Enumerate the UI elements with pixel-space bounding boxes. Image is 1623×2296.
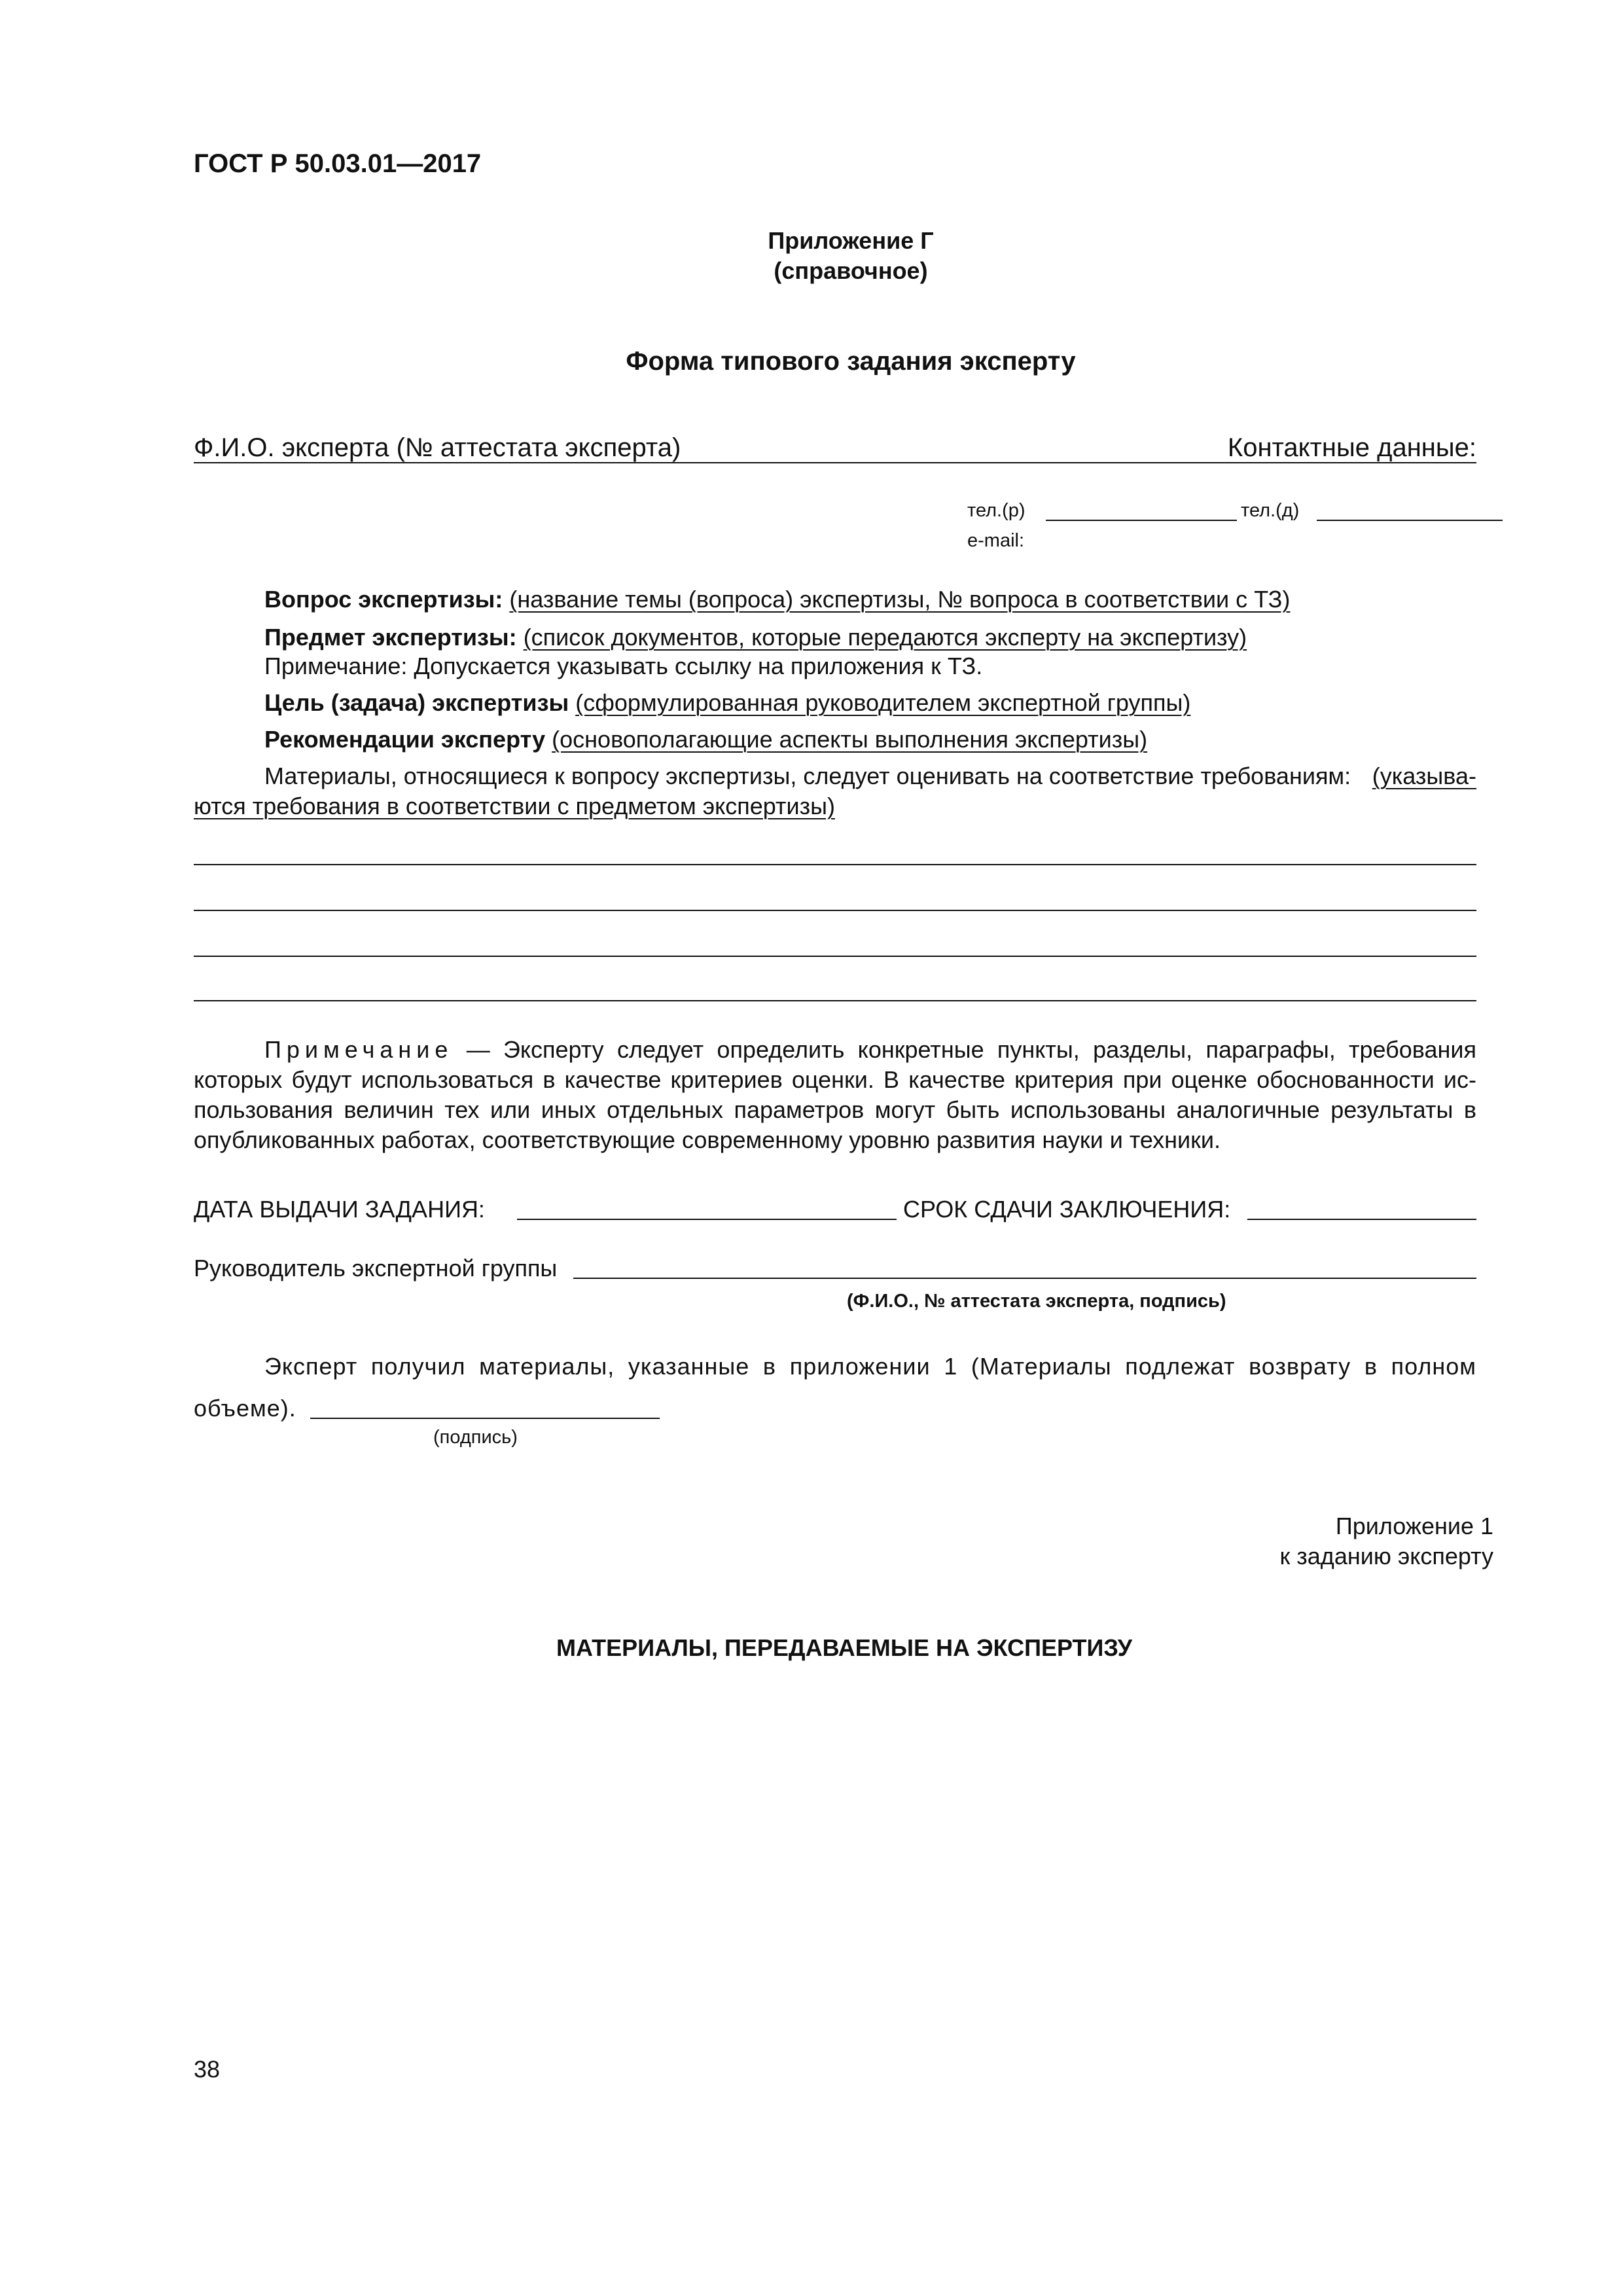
expert-line	[194, 432, 1476, 463]
receipt-caption: (подпись)	[433, 1427, 518, 1448]
question-value: (название темы (вопроса) экспертизы, № вопроса в соответствии с ТЗ)	[509, 586, 1291, 613]
note-line-1-text: Эксперту следует определить конкретные пункты, разделы, параграфы, требования	[503, 1036, 1476, 1063]
note-label: Примечание	[264, 1036, 454, 1063]
materials-value-1: (указыва-	[1372, 762, 1476, 789]
appendix-title: Приложение Г	[768, 227, 934, 254]
issue-date-field[interactable]	[517, 1219, 897, 1220]
materials-line-2	[194, 792, 1476, 821]
subject-field	[264, 623, 1247, 652]
goal-label: Цель (задача) экспертизы	[264, 689, 569, 716]
subject-label: Предмет экспертизы:	[264, 624, 517, 651]
form-title: Форма типового задания эксперту	[626, 347, 1076, 376]
attachment-subtitle: к заданию эксперту	[1279, 1543, 1493, 1570]
question-label: Вопрос экспертизы:	[264, 586, 503, 613]
blank-line-4[interactable]	[194, 1000, 1476, 1001]
materials-title: МАТЕРИАЛЫ, ПЕРЕДАВАЕМЫЕ НА ЭКСПЕРТИЗУ	[556, 1634, 1132, 1661]
expert-name-label: Ф.И.О. эксперта (№ аттестата эксперта)	[194, 433, 681, 462]
blank-line-1[interactable]	[194, 864, 1476, 865]
materials-value-2: ются требования в соответствии с предметом экспертизы)	[194, 793, 835, 819]
due-date-label: СРОК СДАЧИ ЗАКЛЮЧЕНИЯ:	[903, 1196, 1231, 1223]
standard-code: ГОСТ Р 50.03.01—2017	[194, 149, 482, 178]
recommend-field	[264, 725, 1147, 754]
contacts-label: Контактные данные:	[1227, 433, 1476, 462]
tel-home-label: тел.(д)	[1241, 500, 1300, 521]
receipt-line-1: Эксперт получил материалы, указанные в приложении 1 (Материалы подлежат возврату в полном	[264, 1353, 1476, 1380]
blank-line-3[interactable]	[194, 956, 1476, 957]
tel-work-label: тел.(р)	[967, 500, 1026, 521]
issue-date-label: ДАТА ВЫДАЧИ ЗАДАНИЯ:	[194, 1196, 485, 1223]
note-line-2: которых будут использоваться в качестве критериев оценки. В качестве критерия при оценке обоснованности ис-	[194, 1066, 1476, 1093]
tel-home-field[interactable]	[1317, 520, 1503, 521]
tel-work-field[interactable]	[1046, 520, 1237, 521]
goal-value: (сформулированная руководителем экспертной группы)	[575, 689, 1191, 716]
leader-field[interactable]	[573, 1278, 1476, 1279]
due-date-field[interactable]	[1247, 1219, 1476, 1220]
note-line-4: опубликованных работах, соответствующие современному уровню развития науки и техники.	[194, 1126, 1221, 1153]
leader-label: Руководитель экспертной группы	[194, 1255, 558, 1282]
materials-line	[264, 762, 1476, 791]
recommend-label: Рекомендации эксперту	[264, 726, 546, 753]
note-dash: —	[466, 1036, 490, 1063]
expert-line-underline	[194, 462, 1476, 463]
attachment-title: Приложение 1	[1335, 1513, 1493, 1539]
receipt-signature-field[interactable]	[310, 1418, 660, 1419]
leader-caption: (Ф.И.О., № аттестата эксперта, подпись)	[847, 1291, 1226, 1312]
appendix-type: (справочное)	[774, 257, 928, 284]
note-line-1	[264, 1035, 1476, 1064]
subject-note: Примечание: Допускается указывать ссылку на приложения к ТЗ.	[264, 653, 983, 679]
note-line-3: пользования величин тех или иных отдельных параметров могут быть использованы аналогичные результаты в	[194, 1096, 1476, 1123]
subject-value: (список документов, которые передаются эксперту на экспертизу)	[523, 624, 1247, 651]
goal-field	[264, 689, 1190, 717]
materials-text: Материалы, относящиеся к вопросу экспертизы, следует оценивать на соответствие требованиям:	[264, 762, 1351, 789]
question-field	[264, 585, 1290, 614]
email-label: e-mail:	[967, 530, 1025, 551]
recommend-value: (основополагающие аспекты выполнения экспертизы)	[552, 726, 1148, 753]
blank-line-2[interactable]	[194, 910, 1476, 911]
page-number: 38	[194, 2056, 221, 2083]
receipt-line-2: объеме).	[194, 1395, 296, 1422]
